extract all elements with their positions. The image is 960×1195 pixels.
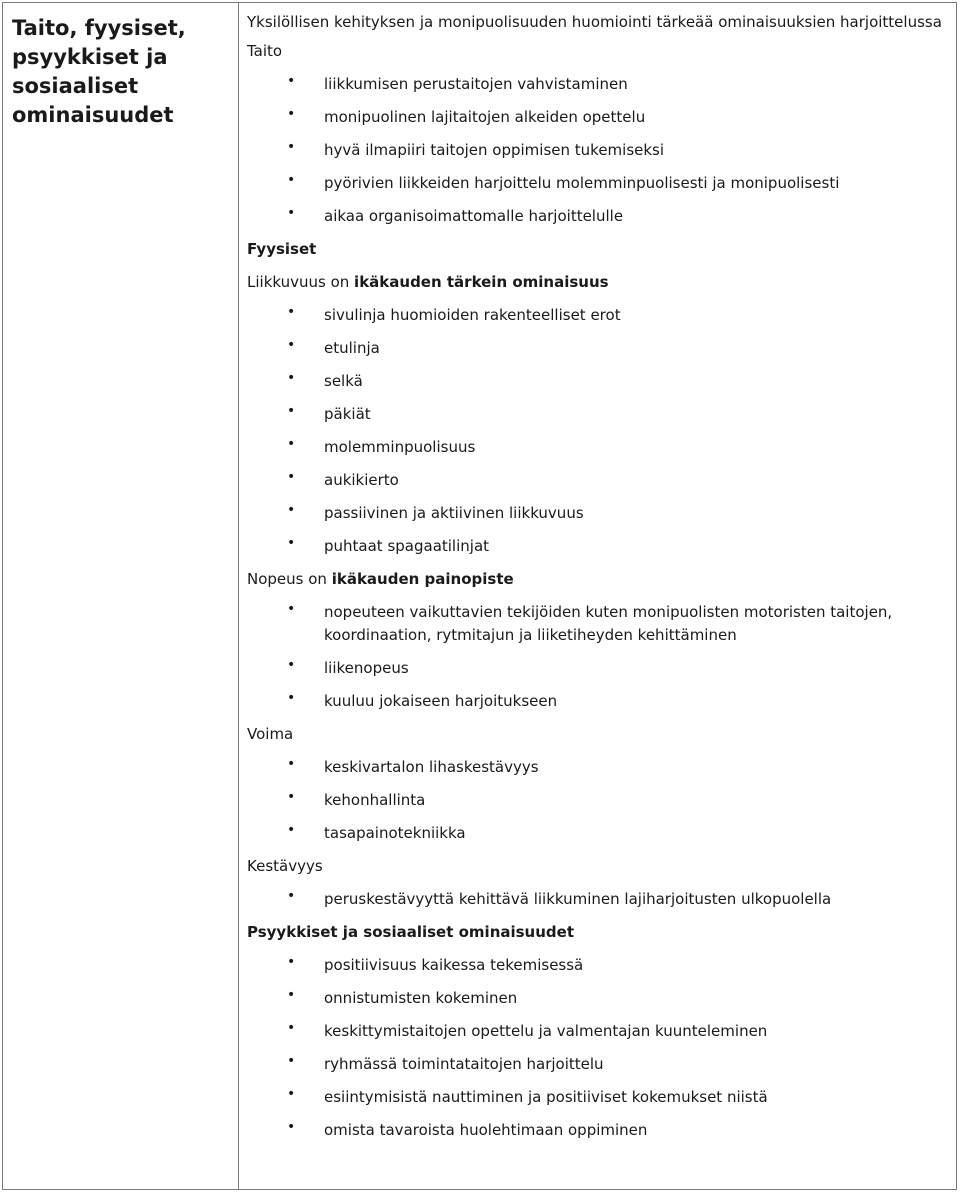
list-item — [247, 436, 948, 459]
list-item — [247, 756, 948, 779]
bullet-icon: • — [287, 756, 296, 772]
liikkuvuus-emphasis: ikäkauden tärkein ominaisuus — [354, 273, 609, 291]
bullet-icon: • — [287, 436, 296, 452]
list-item — [247, 403, 948, 426]
list-item — [247, 1020, 948, 1043]
list-item-text: onnistumisten kokeminen — [324, 989, 518, 1007]
bullet-icon: • — [287, 469, 296, 485]
bullet-icon: • — [287, 1086, 296, 1102]
bullet-icon: • — [287, 304, 296, 320]
list-item — [247, 1053, 948, 1076]
left-column — [3, 3, 239, 1189]
list-item-text: liikkumisen perustaitojen vahvistaminen — [324, 75, 628, 93]
list-item — [247, 172, 948, 195]
list-item — [247, 822, 948, 845]
list-item — [247, 139, 948, 162]
list-item — [247, 205, 948, 228]
list-item-text: ryhmässä toimintataitojen harjoittelu — [324, 1055, 604, 1073]
psyykkiset-heading: Psyykkiset ja sosiaaliset ominaisuudet — [247, 923, 574, 941]
bullet-icon: • — [287, 139, 296, 155]
list-item — [247, 1119, 948, 1142]
list-item-text: hyvä ilmapiiri taitojen oppimisen tukemiseksi — [324, 141, 665, 159]
bullet-icon: • — [287, 535, 296, 551]
bullet-icon: • — [287, 73, 296, 89]
list-item-text: selkä — [324, 372, 363, 390]
taito-heading: Taito — [247, 42, 283, 60]
kestavyys-heading: Kestävyys — [247, 857, 323, 875]
bullet-icon: • — [287, 337, 296, 353]
liikkuvuus-heading — [247, 271, 948, 304]
bullet-icon: • — [287, 789, 296, 805]
list-item-text: peruskestävyyttä kehittävä liikkuminen lajiharjoitusten ulkopuolella — [324, 890, 832, 908]
nopeus-list — [247, 601, 948, 713]
nopeus-heading — [247, 568, 948, 601]
list-item-text: tasapainotekniikka — [324, 824, 466, 842]
bullet-icon: • — [287, 657, 296, 673]
list-item — [247, 502, 948, 525]
list-item-text: puhtaat spagaatilinjat — [324, 537, 490, 555]
nopeus-emphasis: ikäkauden painopiste — [331, 570, 514, 588]
bullet-icon: • — [287, 690, 296, 706]
voima-heading: Voima — [247, 725, 294, 743]
fyysiset-heading: Fyysiset — [247, 240, 317, 258]
list-item — [247, 954, 948, 977]
list-item-text: kehonhallinta — [324, 791, 426, 809]
taito-list — [247, 73, 948, 228]
bullet-icon: • — [287, 370, 296, 386]
list-item — [247, 73, 948, 96]
list-item-text: päkiät — [324, 405, 371, 423]
list-item-text: omista tavaroista huolehtimaan oppiminen — [324, 1121, 648, 1139]
right-column — [239, 3, 956, 1189]
list-item-text: keskittymistaitojen opettelu ja valmentajan kuunteleminen — [324, 1022, 768, 1040]
list-item-text: positiivisuus kaikessa tekemisessä — [324, 956, 584, 974]
content-table — [2, 2, 957, 1190]
list-item — [247, 1086, 948, 1109]
list-item — [247, 789, 948, 812]
list-item-text: sivulinja huomioiden rakenteelliset erot — [324, 306, 621, 324]
bullet-icon: • — [287, 106, 296, 122]
nopeus-prefix: Nopeus on — [247, 570, 332, 588]
list-item — [247, 987, 948, 1010]
bullet-icon: • — [287, 172, 296, 188]
list-item — [247, 690, 948, 713]
list-item — [247, 535, 948, 558]
bullet-icon: • — [287, 1053, 296, 1069]
list-item — [247, 657, 948, 680]
bullet-icon: • — [287, 987, 296, 1003]
list-item-text: passiivinen ja aktiivinen liikkuvuus — [324, 504, 584, 522]
bullet-icon: • — [287, 822, 296, 838]
psyykkiset-list — [247, 954, 948, 1142]
list-item-text: keskivartalon lihaskestävyys — [324, 758, 539, 776]
bullet-icon: • — [287, 205, 296, 221]
bullet-icon: • — [287, 1020, 296, 1036]
list-item — [247, 469, 948, 492]
kestavyys-list — [247, 888, 948, 911]
list-item-text: monipuolinen lajitaitojen alkeiden opettelu — [324, 108, 646, 126]
liikkuvuus-list — [247, 304, 948, 558]
bullet-icon: • — [287, 403, 296, 419]
list-item-text: liikenopeus — [324, 659, 409, 677]
list-item-text: pyörivien liikkeiden harjoittelu molemminpuolisesti ja monipuolisesti — [324, 174, 840, 192]
bullet-icon: • — [287, 954, 296, 970]
list-item-text: nopeuteen vaikuttavien tekijöiden kuten monipuolisten motoristen taitojen, koordinaation, rytmitajun ja liiketiheyden kehittäminen — [324, 603, 893, 644]
list-item-text: esiintymisistä nauttiminen ja positiiviset kokemukset niistä — [324, 1088, 768, 1106]
list-item — [247, 370, 948, 393]
liikkuvuus-prefix: Liikkuvuus on — [247, 273, 355, 291]
list-item — [247, 601, 948, 647]
list-item-text: kuuluu jokaiseen harjoitukseen — [324, 692, 558, 710]
voima-list — [247, 756, 948, 845]
list-item-text: etulinja — [324, 339, 380, 357]
section-title: Taito, fyysiset, psyykkiset ja sosiaaliset ominaisuudet — [12, 16, 186, 127]
bullet-icon: • — [287, 1119, 296, 1135]
list-item-text: molemminpuolisuus — [324, 438, 476, 456]
bullet-icon: • — [287, 888, 296, 904]
list-item — [247, 106, 948, 129]
bullet-icon: • — [287, 601, 296, 617]
list-item — [247, 888, 948, 911]
list-item-text: aikaa organisoimattomalle harjoittelulle — [324, 207, 624, 225]
intro-text: Yksilöllisen kehityksen ja monipuolisuuden huomiointi tärkeää ominaisuuksien harjoittelussa — [247, 13, 942, 31]
list-item-text: aukikierto — [324, 471, 399, 489]
list-item — [247, 337, 948, 360]
bullet-icon: • — [287, 502, 296, 518]
list-item — [247, 304, 948, 327]
